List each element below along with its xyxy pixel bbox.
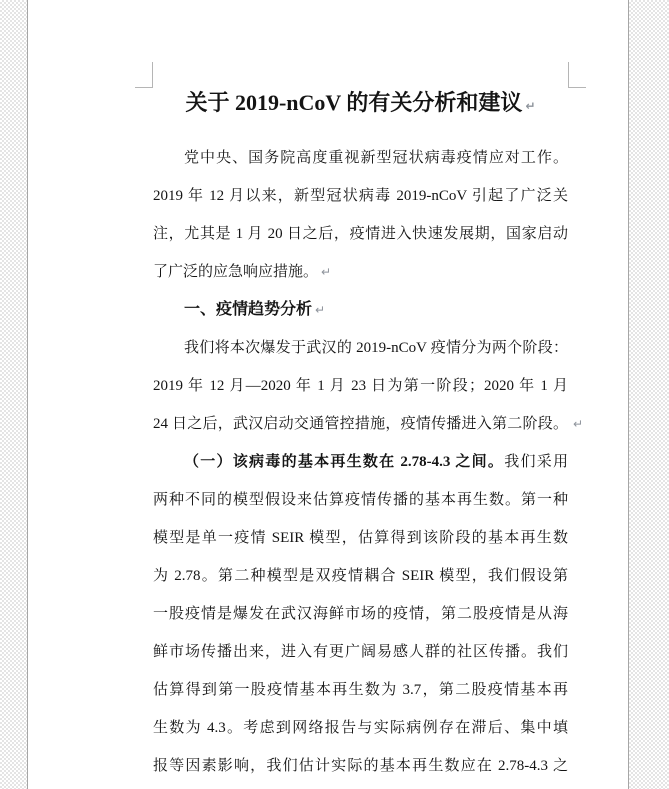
text-line[interactable] <box>153 443 568 481</box>
text-segment: 我们将本次爆发于武汉的 2019-nCoV 疫情分为两个阶段： <box>184 340 568 356</box>
text-segment: 我们采用 <box>504 454 568 470</box>
text-line[interactable] <box>153 747 568 785</box>
text-segment: 2019 年 12 月以来，新型冠状病毒 2019-nCoV 引起了广泛关 <box>153 188 568 204</box>
text-line[interactable] <box>153 367 568 405</box>
document-content <box>153 85 583 785</box>
text-segment: 估算得到第一股疫情基本再生数为 3.7，第二股疫情基本再 <box>153 682 568 698</box>
text-line[interactable] <box>153 329 568 367</box>
paragraph-mark-icon: ↵ <box>321 265 332 279</box>
text-segment: 鲜市场传播出来，进入有更广阔易感人群的社区传播。我们 <box>153 644 568 660</box>
text-segment: 报等因素影响，我们估计实际的基本再生数应在 2.78-4.3 之 <box>153 758 568 774</box>
document-page[interactable] <box>27 0 629 789</box>
paragraph-mark-icon: ↵ <box>315 303 326 317</box>
app-background-left <box>0 0 27 789</box>
text-segment: 了广泛的应急响应措施。 <box>153 264 319 280</box>
text-line[interactable] <box>153 481 568 519</box>
text-segment: 注，尤其是 1 月 20 日之后，疫情进入快速发展期，国家启动 <box>153 226 568 242</box>
text-line[interactable] <box>153 633 568 671</box>
text-segment: 党中央、国务院高度重视新型冠状病毒疫情应对工作。 <box>184 150 568 166</box>
text-boundary-mark-top-right <box>568 62 586 88</box>
text-line[interactable] <box>153 405 583 443</box>
text-line[interactable] <box>153 709 568 747</box>
text-line[interactable] <box>153 595 568 633</box>
text-line[interactable] <box>153 671 568 709</box>
heading-line[interactable] <box>153 291 568 329</box>
text-segment: 两种不同的模型假设来估算疫情传播的基本再生数。第一种 <box>153 492 568 508</box>
paragraph-mark-icon: ↵ <box>572 417 583 431</box>
text-segment: 模型是单一疫情 SEIR 模型，估算得到该阶段的基本再生数 <box>153 530 568 546</box>
app-background-right <box>629 0 669 789</box>
bold-text-segment: （一）该病毒的基本再生数在 2.78-4.3 之间。 <box>184 454 505 470</box>
text-line[interactable] <box>153 519 568 557</box>
text-segment: 2019 年 12 月—2020 年 1 月 23 日为第一阶段；2020 年 1 月 <box>153 378 568 394</box>
paragraph-mark-icon: ↵ <box>525 99 536 113</box>
text-segment: 24 日之后，武汉启动交通管控措施，疫情传播进入第二阶段。 <box>153 416 568 432</box>
text-segment: 一股疫情是爆发在武汉海鲜市场的疫情，第二股疫情是从海 <box>153 606 568 622</box>
text-line[interactable] <box>153 253 568 291</box>
document-title-text: 关于 2019-nCoV 的有关分析和建议 <box>185 90 523 115</box>
text-segment: 为 2.78。第二种模型是双疫情耦合 SEIR 模型，我们假设第 <box>153 568 568 584</box>
document-lines <box>153 139 583 785</box>
document-title[interactable] <box>153 85 568 139</box>
text-segment: 生数为 4.3。考虑到网络报告与实际病例存在滞后、集中填 <box>153 720 568 736</box>
text-line[interactable] <box>153 177 568 215</box>
text-line[interactable] <box>153 139 568 177</box>
text-line[interactable] <box>153 557 568 595</box>
bold-text-segment: 一、疫情趋势分析 <box>184 301 313 318</box>
text-line[interactable] <box>153 215 568 253</box>
text-boundary-mark-top-left <box>135 62 153 88</box>
